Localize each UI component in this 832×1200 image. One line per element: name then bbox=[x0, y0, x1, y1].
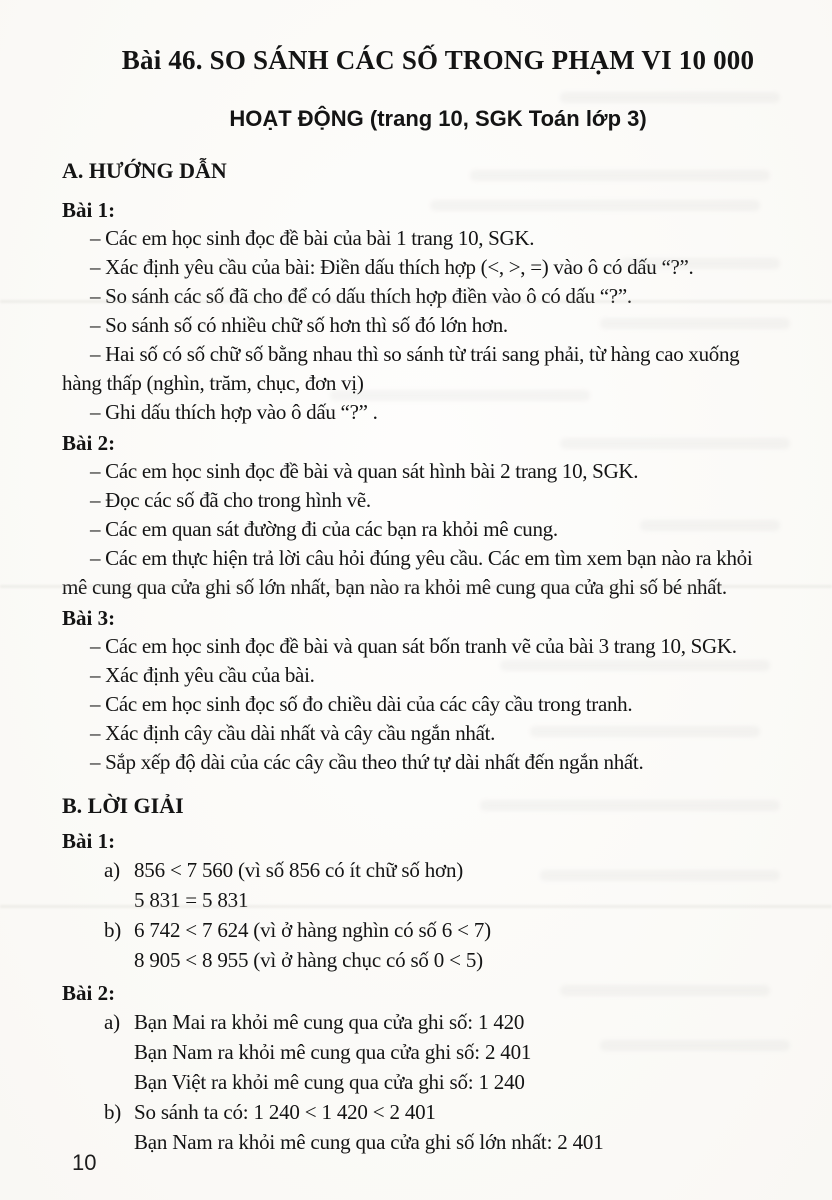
solution-text: 856 < 7 560 (vì số 856 có ít chữ số hơn) bbox=[134, 858, 464, 882]
solution-text: Bạn Mai ra khỏi mê cung qua cửa ghi số: 1 420 bbox=[134, 1010, 525, 1034]
solution-line: 5 831 = 5 831 bbox=[134, 888, 249, 912]
page-content bbox=[62, 40, 814, 1157]
instruction-line: – Xác định yêu cầu của bài: Điền dấu thích hợp (<, >, =) vào ô có dấu “?”. bbox=[90, 255, 694, 279]
section-a-heading: A. HƯỚNG DẪN bbox=[62, 158, 227, 183]
item-marker: a) bbox=[104, 858, 120, 882]
instruction-line: – Các em quan sát đường đi của các bạn ra khỏi mê cung. bbox=[90, 517, 558, 541]
section-b-heading: B. LỜI GIẢI bbox=[62, 793, 184, 818]
solution-group-bai1 bbox=[62, 827, 814, 975]
exercise-label: Bài 2: bbox=[62, 431, 116, 455]
item-marker: b) bbox=[104, 1100, 122, 1124]
solution-text: 6 742 < 7 624 (vì ở hàng nghìn có số 6 < 7) bbox=[134, 918, 491, 942]
solution-line: Bạn Việt ra khỏi mê cung qua cửa ghi số: 1 240 bbox=[134, 1070, 525, 1094]
instruction-line: – Xác định cây cầu dài nhất và cây cầu ngắn nhất. bbox=[90, 721, 496, 745]
instruction-line: – Ghi dấu thích hợp vào ô dấu “?” . bbox=[90, 400, 378, 424]
item-marker: a) bbox=[104, 1010, 120, 1034]
solution-line: 8 905 < 8 955 (vì ở hàng chục có số 0 < 5) bbox=[134, 948, 483, 972]
exercise-group-bai2-huongdan bbox=[62, 429, 814, 602]
solution-line bbox=[62, 855, 814, 885]
solution-line bbox=[62, 1097, 814, 1127]
instruction-line: – Đọc các số đã cho trong hình vẽ. bbox=[90, 488, 371, 512]
instruction-line: – Các em học sinh đọc số đo chiều dài của các cây cầu trong tranh. bbox=[90, 692, 633, 716]
instruction-line: – So sánh số có nhiều chữ số hơn thì số đó lớn hơn. bbox=[90, 313, 508, 337]
instruction-line: – Hai số có số chữ số bằng nhau thì so sánh từ trái sang phải, từ hàng cao xuống hàng thấp (nghìn, trăm, chục, đơn vị) bbox=[62, 342, 740, 395]
exercise-label: Bài 1: bbox=[62, 829, 116, 853]
solution-line: Bạn Nam ra khỏi mê cung qua cửa ghi số lớn nhất: 2 401 bbox=[134, 1130, 604, 1154]
exercise-group-bai3-huongdan bbox=[62, 604, 814, 777]
exercise-group-bai1-huongdan bbox=[62, 196, 814, 427]
instruction-line: – Xác định yêu cầu của bài. bbox=[90, 663, 315, 687]
instruction-line: – Sắp xếp độ dài của các cây cầu theo thứ tự dài nhất đến ngắn nhất. bbox=[90, 750, 644, 774]
solution-line bbox=[62, 915, 814, 945]
page-subtitle: HOẠT ĐỘNG (trang 10, SGK Toán lớp 3) bbox=[229, 106, 647, 131]
exercise-label: Bài 2: bbox=[62, 981, 116, 1005]
exercise-label: Bài 1: bbox=[62, 198, 116, 222]
item-marker: b) bbox=[104, 918, 122, 942]
instruction-line: – So sánh các số đã cho để có dấu thích hợp điền vào ô có dấu “?”. bbox=[90, 284, 632, 308]
solution-group-bai2 bbox=[62, 979, 814, 1157]
solution-line bbox=[62, 1007, 814, 1037]
instruction-line: – Các em học sinh đọc đề bài và quan sát hình bài 2 trang 10, SGK. bbox=[90, 459, 639, 483]
exercise-label: Bài 3: bbox=[62, 606, 116, 630]
instruction-line: – Các em học sinh đọc đề bài và quan sát bốn tranh vẽ của bài 3 trang 10, SGK. bbox=[90, 634, 737, 658]
instruction-line: – Các em thực hiện trả lời câu hỏi đúng yêu cầu. Các em tìm xem bạn nào ra khỏi mê cung qua cửa ghi số lớn nhất, bạn nào ra khỏi mê cung qua cửa ghi số bé nhất. bbox=[62, 546, 753, 599]
page-number: 10 bbox=[72, 1150, 97, 1175]
page-title: Bài 46. SO SÁNH CÁC SỐ TRONG PHẠM VI 10 000 bbox=[121, 45, 755, 75]
instruction-line: – Các em học sinh đọc đề bài của bài 1 trang 10, SGK. bbox=[90, 226, 535, 250]
solution-line: Bạn Nam ra khỏi mê cung qua cửa ghi số: 2 401 bbox=[134, 1040, 532, 1064]
solution-text: So sánh ta có: 1 240 < 1 420 < 2 401 bbox=[134, 1100, 436, 1124]
